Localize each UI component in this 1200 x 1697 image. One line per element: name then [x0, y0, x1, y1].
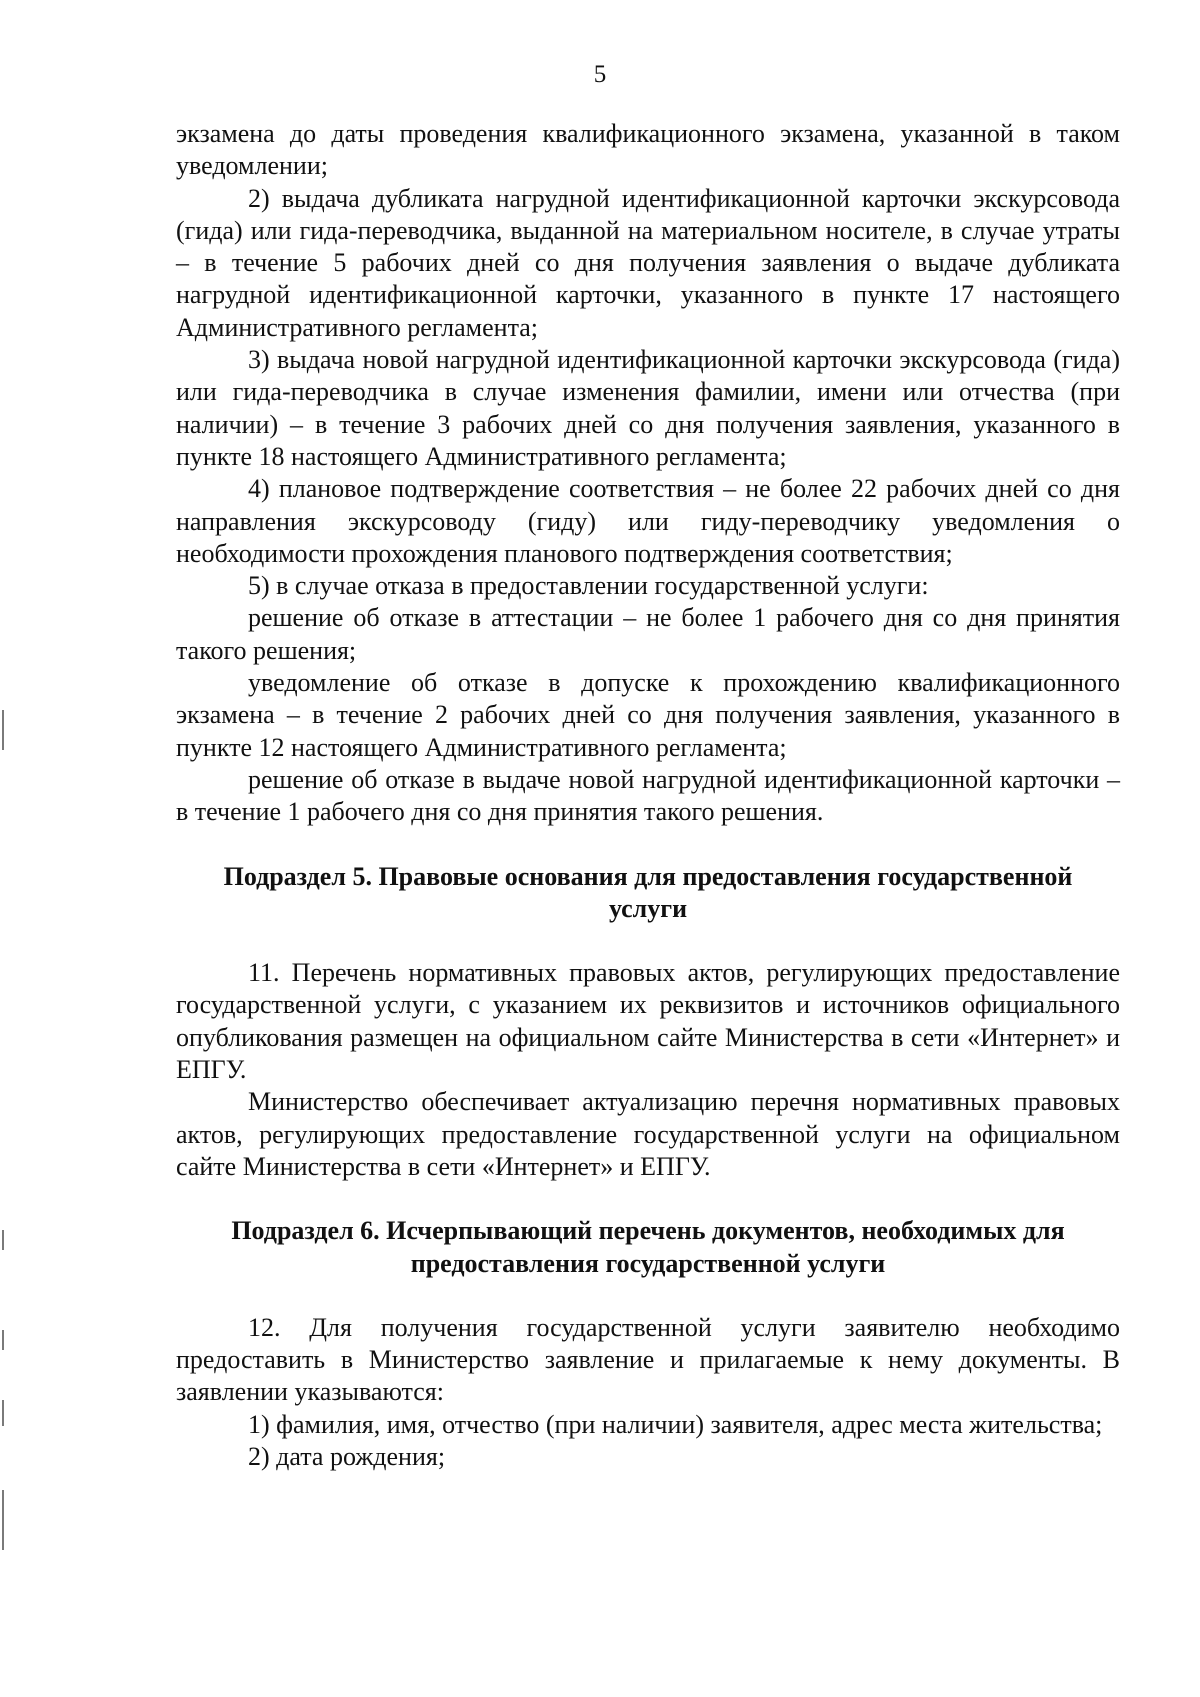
paragraph: 2) дата рождения; — [248, 1441, 446, 1471]
paragraph: 3) выдача новой нагрудной идентификационной карточки экскурсовода (гида) или гида-переводчика в случае изменения фамилии, имени или отчества (при наличии) – в течение 3 рабочих дней со дня получения заявления, указанного в пункте 18 настоящего Административного регламента; — [176, 345, 1120, 471]
paragraph: 12. Для получения государственной услуги заявителю необходимо предоставить в Министерство заявление и прилагаемые к нему документы. В заявлении указываются: — [176, 1312, 1120, 1407]
paragraphs-top — [176, 118, 1120, 829]
section-5-heading-line-2: услуги — [608, 893, 688, 923]
document-body — [176, 118, 1120, 1473]
paragraph: Министерство обеспечивает актуализацию перечня нормативных правовых актов, регулирующих предоставление государственной услуги на официальном сайте Министерства в сети «Интернет» и ЕПГУ. — [176, 1087, 1120, 1181]
scan-edge-mark — [2, 1490, 4, 1550]
section-5-heading-line-1: Подраздел 5. Правовые основания для предоставления государственной — [223, 861, 1073, 891]
paragraph: 1) фамилия, имя, отчество (при наличии) заявителя, адрес места жительства; — [248, 1409, 1103, 1439]
scan-edge-mark — [2, 1400, 4, 1426]
section-5-body — [176, 957, 1120, 1183]
scan-edge-mark — [2, 710, 4, 750]
section-6-body — [176, 1312, 1120, 1473]
paragraph: уведомление об отказе в допуске к прохождению квалификационного экзамена – в течение 2 рабочих дней со дня получения заявления, указанного в пункте 12 настоящего Административного регламента; — [176, 668, 1120, 762]
paragraph: 11. Перечень нормативных правовых актов, регулирующих предоставление государственной услуги, с указанием их реквизитов и источников официального опубликования размещен на официальном сайте Министерства в сети «Интернет» и ЕПГУ. — [176, 958, 1120, 1085]
paragraph: экзамена до даты проведения квалификационного экзамена, указанной в таком уведомлении; — [176, 119, 1120, 181]
section-6-heading — [176, 1215, 1120, 1280]
page-number: 5 — [593, 61, 607, 88]
paragraph: 5) в случае отказа в предоставлении государственной услуги: — [248, 571, 929, 601]
paragraph: 2) выдача дубликата нагрудной идентификационной карточки экскурсовода (гида) или гида-переводчика, выданной на материальном носителе, в случае утраты – в течение 5 рабочих дней со дня получения заявления о выдаче дубликата нагрудной идентификационной карточки, указанного в пункте 17 настоящего Административного регламента; — [176, 183, 1120, 342]
section-6-heading-line-1: Подраздел 6. Исчерпывающий перечень документов, необходимых для — [231, 1216, 1065, 1246]
scan-edge-mark — [2, 1330, 4, 1350]
section-6-heading-line-2: предоставления государственной услуги — [410, 1248, 886, 1278]
paragraph: решение об отказе в аттестации – не более 1 рабочего дня со дня принятия такого решения; — [176, 603, 1120, 665]
scan-edge-mark — [2, 1230, 4, 1250]
section-5-heading — [176, 861, 1120, 926]
paragraph: 4) плановое подтверждение соответствия – не более 22 рабочих дней со дня направления экскурсоводу (гиду) или гиду-переводчику уведомления о необходимости прохождения планового подтверждения соответствия; — [176, 474, 1120, 568]
paragraph: решение об отказе в выдаче новой нагрудной идентификационной карточки – в течение 1 рабочего дня со дня принятия такого решения. — [176, 764, 1120, 827]
